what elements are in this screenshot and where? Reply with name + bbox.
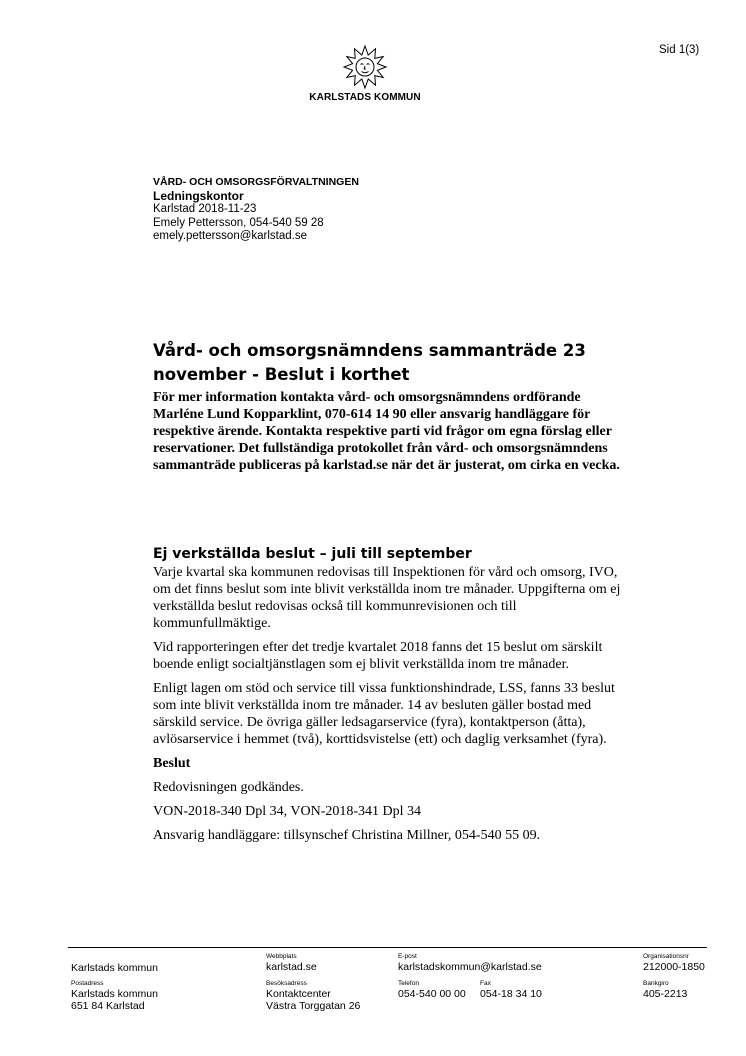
footer-website: Webbplats karlstad.se — [266, 953, 317, 973]
website-link[interactable]: karlstad.se — [266, 961, 317, 973]
section-heading: Ej verkställda beslut – juli till september — [153, 546, 472, 562]
logo-wordmark: KARLSTADS KOMMUN — [309, 92, 421, 103]
decision-heading: Beslut — [153, 756, 191, 771]
contact-email: emely.pettersson@karlstad.se — [153, 230, 307, 242]
footer-org-name: Karlstads kommun — [71, 962, 158, 974]
responsible-officer: Ansvarig handläggare: tillsynschef Christina Millner, 054-540 55 09. — [153, 828, 541, 843]
place-date: Karlstad 2018-11-23 — [153, 203, 257, 215]
sender-block — [153, 176, 359, 244]
footer-bankgiro: Bankgiro 405-2213 — [643, 980, 688, 1000]
decision-text: Redovisningen godkändes. — [153, 780, 304, 795]
footer-divider — [68, 947, 707, 948]
section-ej-verkstallda — [153, 545, 623, 851]
page-number: Sid 1(3) — [659, 44, 700, 56]
footer-visit-address: Besöksadress Kontaktcenter Västra Torggatan 26 — [266, 980, 361, 1012]
paragraph: Varje kvartal ska kommunen redovisas till Inspektionen för vård och omsorg, IVO, om det finns beslut som inte blivit verkställda inom tre månader. Uppgifterna om ej verkställda beslut redovisas också till kommunrevisionen och till kommunfullmäktige. — [153, 565, 621, 631]
footer-postal-address: Postadress Karlstads kommun 651 84 Karlstad — [71, 980, 158, 1012]
paragraph: Vid rapporteringen efter det tredje kvartalet 2018 fanns det 15 beslut om särskilt boende enligt socialtjänstlagen som ej blivit verkställda inom tre månader. — [153, 640, 603, 672]
document-title: Vård- och omsorgsnämndens sammanträde 23 november - Beslut i korthet — [153, 341, 586, 384]
footer-fax: Fax 054-18 34 10 — [480, 980, 542, 1000]
municipality-logo — [300, 44, 430, 103]
footer-email: E-post karlstadskommun@karlstad.se — [398, 953, 542, 973]
department-name: VÅRD- OCH OMSORGSFÖRVALTNINGEN — [153, 176, 359, 188]
reference-numbers: VON-2018-340 Dpl 34, VON-2018-341 Dpl 34 — [153, 804, 422, 819]
contact-person: Emely Pettersson, 054-540 59 28 — [153, 216, 324, 229]
paragraph: Enligt lagen om stöd och service till vissa funktionshindrade, LSS, fanns 33 beslut som inte blivit verkställda inom tre månader. 14 av besluten gäller bostad med särskild service. De övriga gäller ledsagarservice (fyra), kontaktperson (åtta), avlösarservice i hemmet (två), korttidsvistelse (ett) och daglig verksamhet (fyra). — [153, 681, 615, 747]
intro-paragraph: För mer information kontakta vård- och omsorgsnämndens ordförande Marléne Lund Kopparklint, 070-614 14 90 eller ansvarig handläggare för respektive ärende. Kontakta respektive parti vid frågor om egna förslag eller reservationer. Det fullständiga protokollet från vård- och omsorgsnämndens sammanträde publiceras på karlstad.se när det är justerat, om cirka en vecka. — [153, 390, 620, 473]
footer-orgnr: Organisationsnr 212000-1850 — [643, 953, 705, 973]
office-name: Ledningskontor — [153, 188, 244, 203]
email-link[interactable]: karlstadskommun@karlstad.se — [398, 961, 542, 973]
sun-icon — [342, 44, 388, 90]
footer-phone: Telefon 054-540 00 00 — [398, 980, 466, 1000]
